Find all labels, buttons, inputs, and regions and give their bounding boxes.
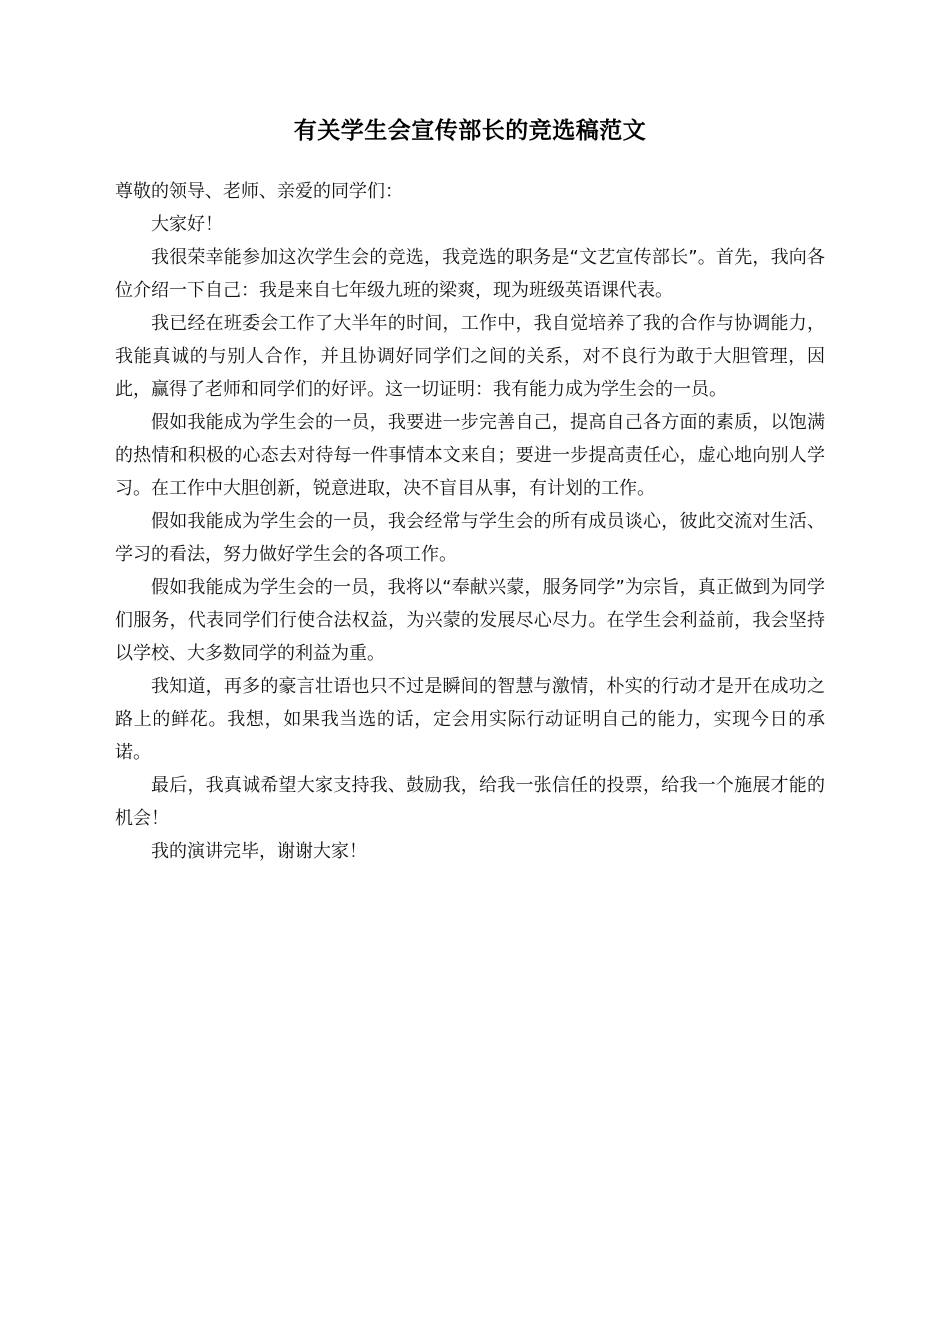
paragraph-action: 我知道，再多的豪言壮语也只不过是瞬间的智慧与激情，朴实的行动才是开在成功之路上的鲜花。我想，如果我当选的话，定会用实际行动证明自己的能力，实现今日的承诺。 [115, 676, 825, 763]
document-body [115, 175, 825, 868]
salutation: 尊敬的领导、老师、亲爱的同学们： [115, 181, 403, 202]
paragraph-self-improvement: 假如我能成为学生会的一员，我要进一步完善自己，提高自己各方面的素质，以饱满的热情和积极的心态去对待每一件事情本文来自；要进一步提高责任心，虚心地向别人学习。在工作中大胆创新，锐意进取，决不盲目从事，有计划的工作。 [115, 412, 825, 499]
paragraph-communication: 假如我能成为学生会的一员，我会经常与学生会的所有成员谈心，彼此交流对生活、学习的看法，努力做好学生会的各项工作。 [115, 511, 825, 565]
paragraph-introduction: 我很荣幸能参加这次学生会的竞选，我竞选的职务是“文艺宣传部长”。首先，我向各位介绍一下自己：我是来自七年级九班的梁爽，现为班级英语课代表。 [115, 247, 825, 301]
paragraph-closing: 我的演讲完毕，谢谢大家！ [151, 841, 367, 862]
paragraph-greeting: 大家好！ [151, 214, 223, 235]
paragraph-experience: 我已经在班委会工作了大半年的时间，工作中，我自觉培养了我的合作与协调能力，我能真诚的与别人合作，并且协调好同学们之间的关系，对不良行为敢于大胆管理，因此，赢得了老师和同学们的好评。这一切证明：我有能力成为学生会的一员。 [115, 313, 825, 400]
document-title: 有关学生会宣传部长的竞选稿范文 [293, 118, 647, 144]
paragraph-appeal: 最后，我真诚希望大家支持我、鼓励我，给我一张信任的投票，给我一个施展才能的机会！ [115, 775, 825, 829]
paragraph-service: 假如我能成为学生会的一员，我将以“奉献兴蒙，服务同学”为宗旨，真正做到为同学们服务，代表同学们行使合法权益，为兴蒙的发展尽心尽力。在学生会利益前，我会坚持以学校、大多数同学的利益为重。 [115, 577, 825, 664]
